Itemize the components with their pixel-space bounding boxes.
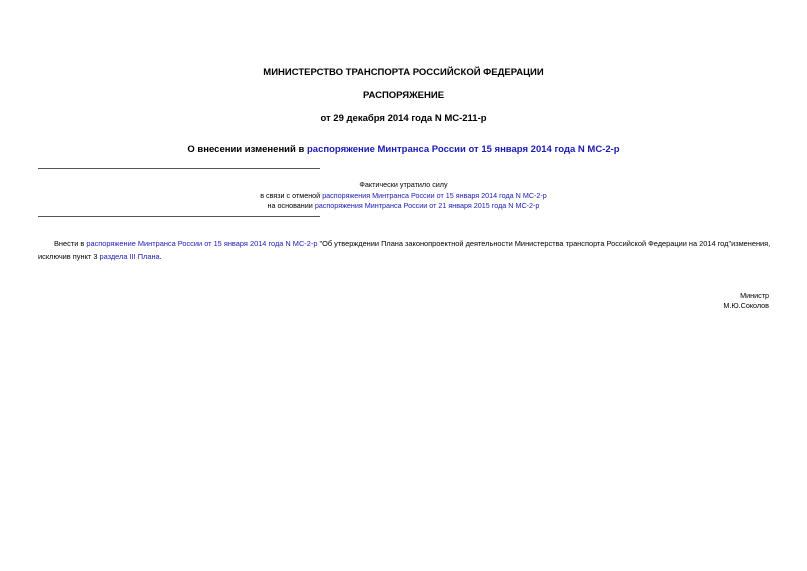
body-middle: "Об утверждении Плана законопроектной деятельности Министерства транспорта Российской Федерации на 2014 год"изменения, исключив пункт 3 [38, 239, 771, 261]
body-prefix: Внести в [54, 239, 87, 248]
body-suffix: . [159, 252, 162, 261]
status-note-cancel-link[interactable]: распоряжения Минтранса России от 15 января 2014 года N МС-2-р [322, 191, 547, 200]
status-note-line-2-prefix: в связи с отменой [260, 191, 323, 200]
status-note-line-3 [0, 201, 807, 210]
ministry-heading: МИНИСТЕРСТВО ТРАНСПОРТА РОССИЙСКОЙ ФЕДЕРАЦИИ [263, 67, 544, 78]
divider-bottom [38, 216, 320, 217]
document-type-heading: РАСПОРЯЖЕНИЕ [362, 90, 445, 101]
status-note-line-3-prefix: на основании [267, 201, 315, 210]
body-paragraph [38, 237, 771, 263]
document-date-number: от 29 декабря 2014 года N МС-211-р [320, 113, 487, 124]
body-link-plan-section[interactable]: раздела III Плана [99, 252, 160, 261]
signature-position: Министр [740, 291, 769, 300]
body-link-amended-order[interactable]: распоряжение Минтранса России от 15 января 2014 года N МС-2-р [86, 239, 318, 248]
status-note-line-2 [0, 191, 807, 200]
status-note-basis-link[interactable]: распоряжения Минтранса России от 21 января 2015 года N МС-2-р [314, 201, 540, 210]
signature-name: М.Ю.Соколов [723, 301, 769, 310]
title-prefix: О внесении изменений в [187, 144, 307, 155]
document-title [0, 144, 807, 155]
divider-top [38, 168, 320, 169]
title-link-amended-order[interactable]: распоряжение Минтранса России от 15 января 2014 года N МС-2-р [306, 144, 620, 155]
status-note-line-1: Фактически утратило силу [359, 180, 448, 189]
